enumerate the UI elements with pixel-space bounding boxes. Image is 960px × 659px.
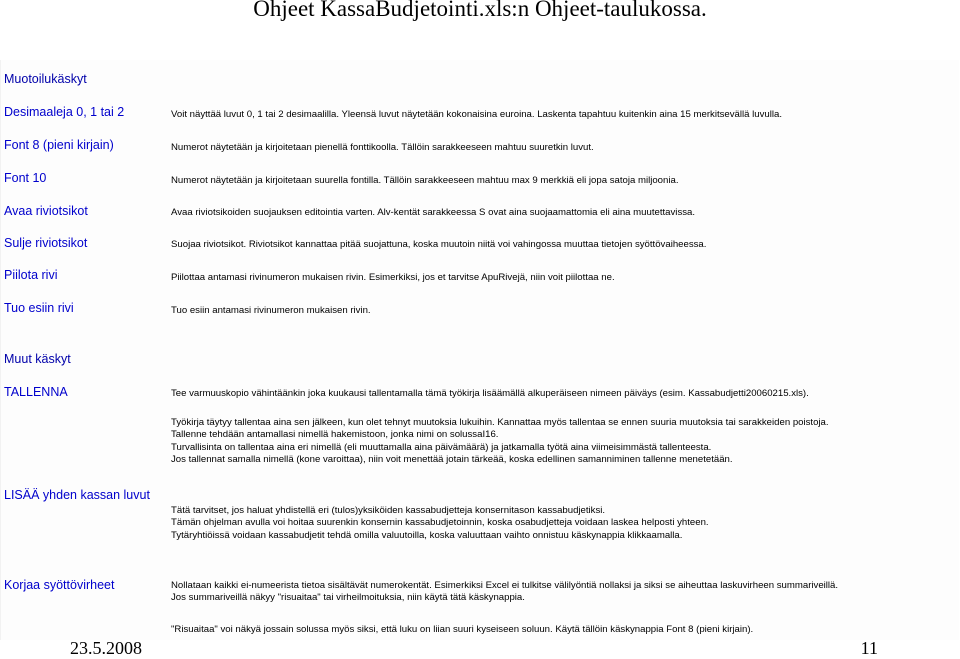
key-font10: Font 10	[4, 171, 47, 185]
desc-fix-line: Nollataan kaikki ei-numeerista tietoa sisältävät numerokentät. Esimerkiksi Excel ei tulkitse välilyöntiä nollaksi ja siksi se aiheuttaa laskuvirheen summariveillä.	[171, 580, 839, 591]
key-hide-row: Piilota rivi	[4, 268, 58, 282]
desc-save-line: Työkirja täytyy tallentaa aina sen jälkeen, kun olet tehnyt muutoksia lukuihin. Kannattaa myös tallentaa se ennen suuria muutoksia tai sarakkeiden poistoja.	[171, 417, 829, 428]
desc-save-backup: Tee varmuuskopio vähintäänkin joka kuukausi tallentamalla tämä työkirja lisäämällä alkuperäiseen nimeen päiväys (esim. Kassabudjetti20060215.xls).	[171, 388, 809, 399]
desc-open-row-titles: Avaa riviotsikoiden suojauksen editointia varten. Alv-kentät sarakkeessa S ovat aina suojaamattomia eli aina muutettavissa.	[171, 207, 696, 218]
section-heading-other: Muut käskyt	[4, 352, 71, 366]
desc-add-line: Tytäryhtiöissä voidaan kassabudjetit tehdä omilla valuutoilla, koska valuuttaan vaihto onnistuu käskynappia klikkaamalla.	[171, 529, 683, 541]
section-heading-formatting: Muotoilukäskyt	[4, 72, 87, 86]
desc-add-line: Tätä tarvitset, jos haluat yhdistellä eri (tulos)yksiköiden kassabudjetteja konsernitason kassabudjetiksi.	[171, 505, 606, 516]
desc-decimals: Voit näyttää luvut 0, 1 tai 2 desimaalilla. Yleensä luvut näytetään kokonaisina euroina. Laskenta tapahtuu kuitenkin aina 15 merkitsevällä luvulla.	[171, 109, 783, 120]
page-title: Ohjeet KassaBudjetointi.xls:n Ohjeet-taulukossa.	[253, 0, 707, 21]
page-number: 11	[860, 638, 878, 658]
desc-save-line: Tallenne tehdään antamallasi nimellä hakemistoon, jonka nimi on solussaI16.	[171, 429, 499, 441]
desc-fix-errors	[171, 580, 838, 605]
desc-font10: Numerot näytetään ja kirjoitetaan suurella fontilla. Tällöin sarakkeeseen mahtuu max 9 merkkiä eli jopa satoja miljoonia.	[171, 175, 679, 186]
desc-font8: Numerot näytetään ja kirjoitetaan pienellä fonttikoolla. Tällöin sarakkeeseen mahtuu suuretkin luvut.	[171, 142, 594, 153]
desc-fix-note: "Risuaitaa" voi näkyä jossain solussa myös siksi, että luku on liian suuri kyseiseen soluun. Käytä tällöin käskynappia Font 8 (pieni kirjain).	[171, 624, 754, 635]
key-close-row-titles: Sulje riviotsikot	[4, 236, 88, 250]
desc-hide-row: Piilottaa antamasi rivinumeron mukaisen rivin. Esimerkiksi, jos et tarvitse ApuRivejä, niin voit piilottaa ne.	[171, 272, 615, 283]
desc-fix-line: Jos summariveillä näkyy "risuaitaa" tai virheilmoituksia, niin käytä tätä käskynappia.	[171, 592, 525, 604]
key-show-row: Tuo esiin rivi	[4, 301, 74, 315]
key-decimals: Desimaaleja 0, 1 tai 2	[4, 105, 125, 119]
key-save: TALLENNA	[4, 385, 68, 399]
desc-close-row-titles: Suojaa riviotsikot. Riviotsikot kannattaa pitää suojattuna, koska muutoin niitä voi vahingossa muuttaa tietojen syöttövaiheessa.	[171, 239, 707, 250]
desc-save-line: Turvallisinta on tallentaa aina eri nimellä (eli muuttamalla aina päivämäärä) ja jatkamalla työtä aina viimeisimmästä tallenteesta.	[171, 441, 712, 453]
key-open-row-titles: Avaa riviotsikot	[4, 204, 88, 218]
desc-save-line: Jos tallennat samalla nimellä (kone varoittaa), niin voit menettää jotain tärkeää, koska edellinen samanniminen tallenne menetetään.	[171, 454, 733, 466]
key-fix-errors: Korjaa syöttövirheet	[4, 578, 115, 592]
desc-add-line: Tämän ohjelman avulla voi hoitaa suurenkin konsernin kassabudjetoinnin, koska osabudjetteja voidaan laskea helposti yhteen.	[171, 517, 709, 529]
key-font8: Font 8 (pieni kirjain)	[4, 138, 114, 152]
key-add-cash: LISÄÄ yhden kassan luvut	[4, 488, 150, 502]
desc-show-row: Tuo esiin antamasi rivinumeron mukaisen rivin.	[171, 305, 371, 316]
desc-add-cash	[171, 505, 709, 542]
desc-save-details	[171, 417, 829, 467]
footer-date: 23.5.2008	[70, 638, 142, 658]
